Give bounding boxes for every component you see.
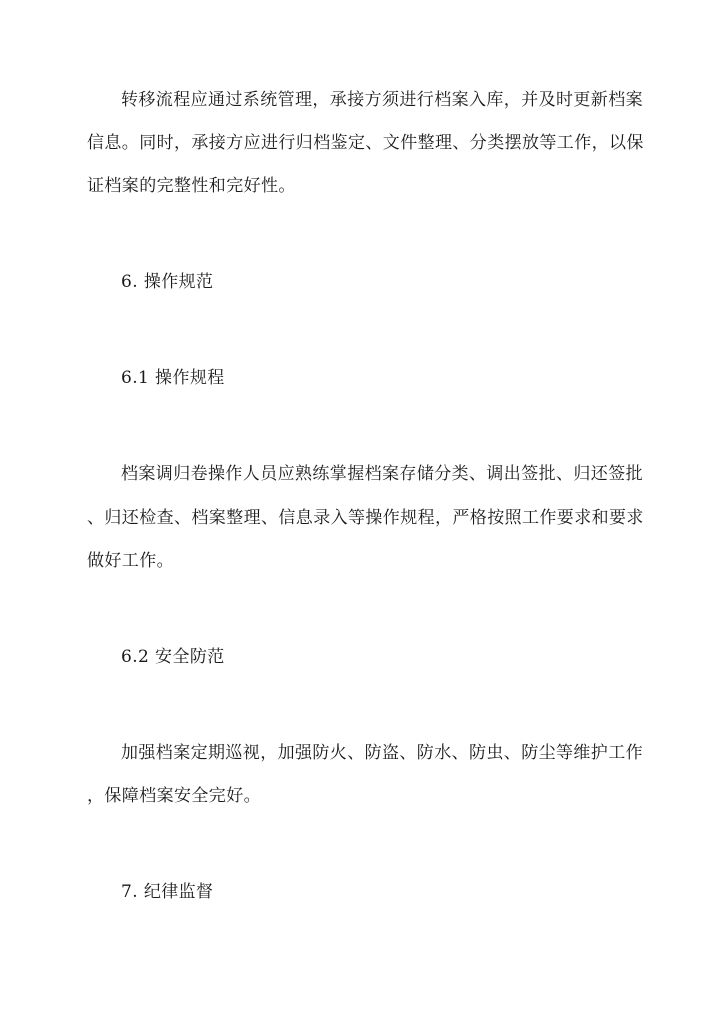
section-heading-6-2: 6.2 安全防范 [121,647,225,667]
section-heading-7: 7. 纪律监督 [121,882,214,902]
paragraph-1-line-1: 转移流程应通过系统管理，承接方须进行档案入库，并及时更新档案 [121,90,643,110]
paragraph-2-line-3: 做好工作。 [87,551,174,571]
paragraph-1-line-3: 证档案的完整性和完好性。 [87,176,296,196]
paragraph-3-line-2: ，保障档案安全完好。 [87,786,261,806]
paragraph-1-line-2: 信息。同时，承接方应进行归档鉴定、文件整理、分类摆放等工作，以保 [87,133,644,153]
paragraph-2-line-2: 、归还检查、档案整理、信息录入等操作规程，严格按照工作要求和要求 [87,508,644,528]
section-heading-6-1: 6.1 操作规程 [121,368,225,388]
section-heading-6: 6. 操作规范 [121,272,214,292]
paragraph-3-line-1: 加强档案定期巡视，加强防火、防盗、防水、防虫、防尘等维护工作 [121,743,643,763]
paragraph-2-line-1: 档案调归卷操作人员应熟练掌握档案存储分类、调出签批、归还签批 [121,464,643,484]
